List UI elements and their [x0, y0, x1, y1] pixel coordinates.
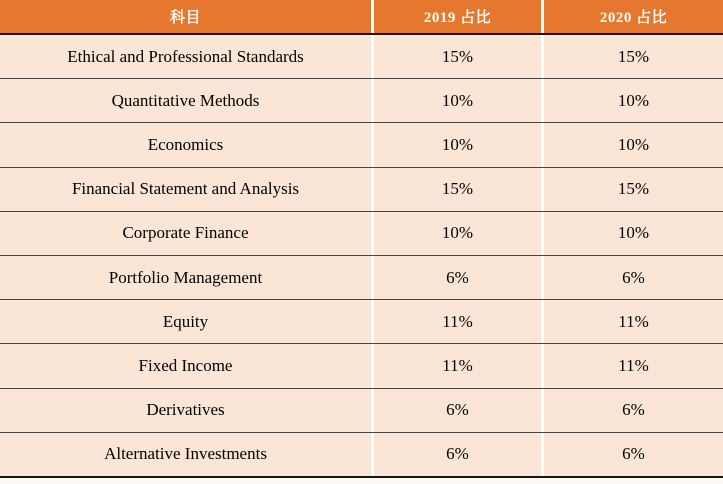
weight-2019-cell: 11%	[371, 344, 541, 387]
subject-cell: Economics	[147, 135, 224, 154]
subject-cell: Derivatives	[146, 400, 225, 420]
weight-2019-cell: 15%	[371, 35, 541, 78]
table-row	[0, 78, 723, 122]
subject-cell: Alternative Investments	[104, 444, 267, 464]
weight-2019-cell: 10%	[371, 123, 541, 166]
header-subject: 科目	[169, 10, 201, 26]
weight-2020-cell: 11%	[541, 300, 723, 343]
table-body	[0, 35, 723, 478]
weight-2019-cell: 6%	[371, 433, 541, 476]
weight-2020-cell: 10%	[541, 123, 723, 166]
header-weight-2019: 2019 占比	[371, 0, 541, 33]
subject-cell: Fixed Income	[138, 356, 233, 376]
table-row	[0, 255, 723, 299]
header-weight-2020: 2020 占比	[541, 0, 723, 33]
weight-2020-cell: 15%	[541, 168, 723, 211]
weight-2020-cell: 10%	[541, 79, 723, 122]
subject-cell: Financial Statement and Analysis	[71, 179, 300, 199]
weight-2019-cell: 6%	[371, 256, 541, 299]
table-header-row	[0, 0, 723, 35]
table-row	[0, 211, 723, 255]
table-row	[0, 35, 723, 78]
subject-cell: Corporate Finance	[122, 223, 249, 243]
subject-cell: Equity	[162, 311, 209, 331]
weight-2019-cell: 15%	[371, 168, 541, 211]
weight-2019-cell: 10%	[371, 212, 541, 255]
table-row	[0, 343, 723, 387]
table-row	[0, 388, 723, 432]
weight-2019-cell: 10%	[371, 79, 541, 122]
table-row	[0, 432, 723, 476]
table-row	[0, 299, 723, 343]
table-row	[0, 122, 723, 166]
subject-cell: Ethical and Professional Standards	[67, 46, 304, 66]
subject-cell: Quantitative Methods	[111, 90, 260, 110]
weight-2019-cell: 6%	[371, 389, 541, 432]
weight-2019-cell: 11%	[371, 300, 541, 343]
weight-2020-cell: 10%	[541, 212, 723, 255]
weight-2020-cell: 6%	[541, 389, 723, 432]
weight-2020-cell: 6%	[541, 256, 723, 299]
weight-2020-cell: 15%	[541, 35, 723, 78]
weight-2020-cell: 11%	[541, 344, 723, 387]
subject-cell: Portfolio Management	[108, 267, 263, 287]
table-row	[0, 167, 723, 211]
weight-2020-cell: 6%	[541, 433, 723, 476]
